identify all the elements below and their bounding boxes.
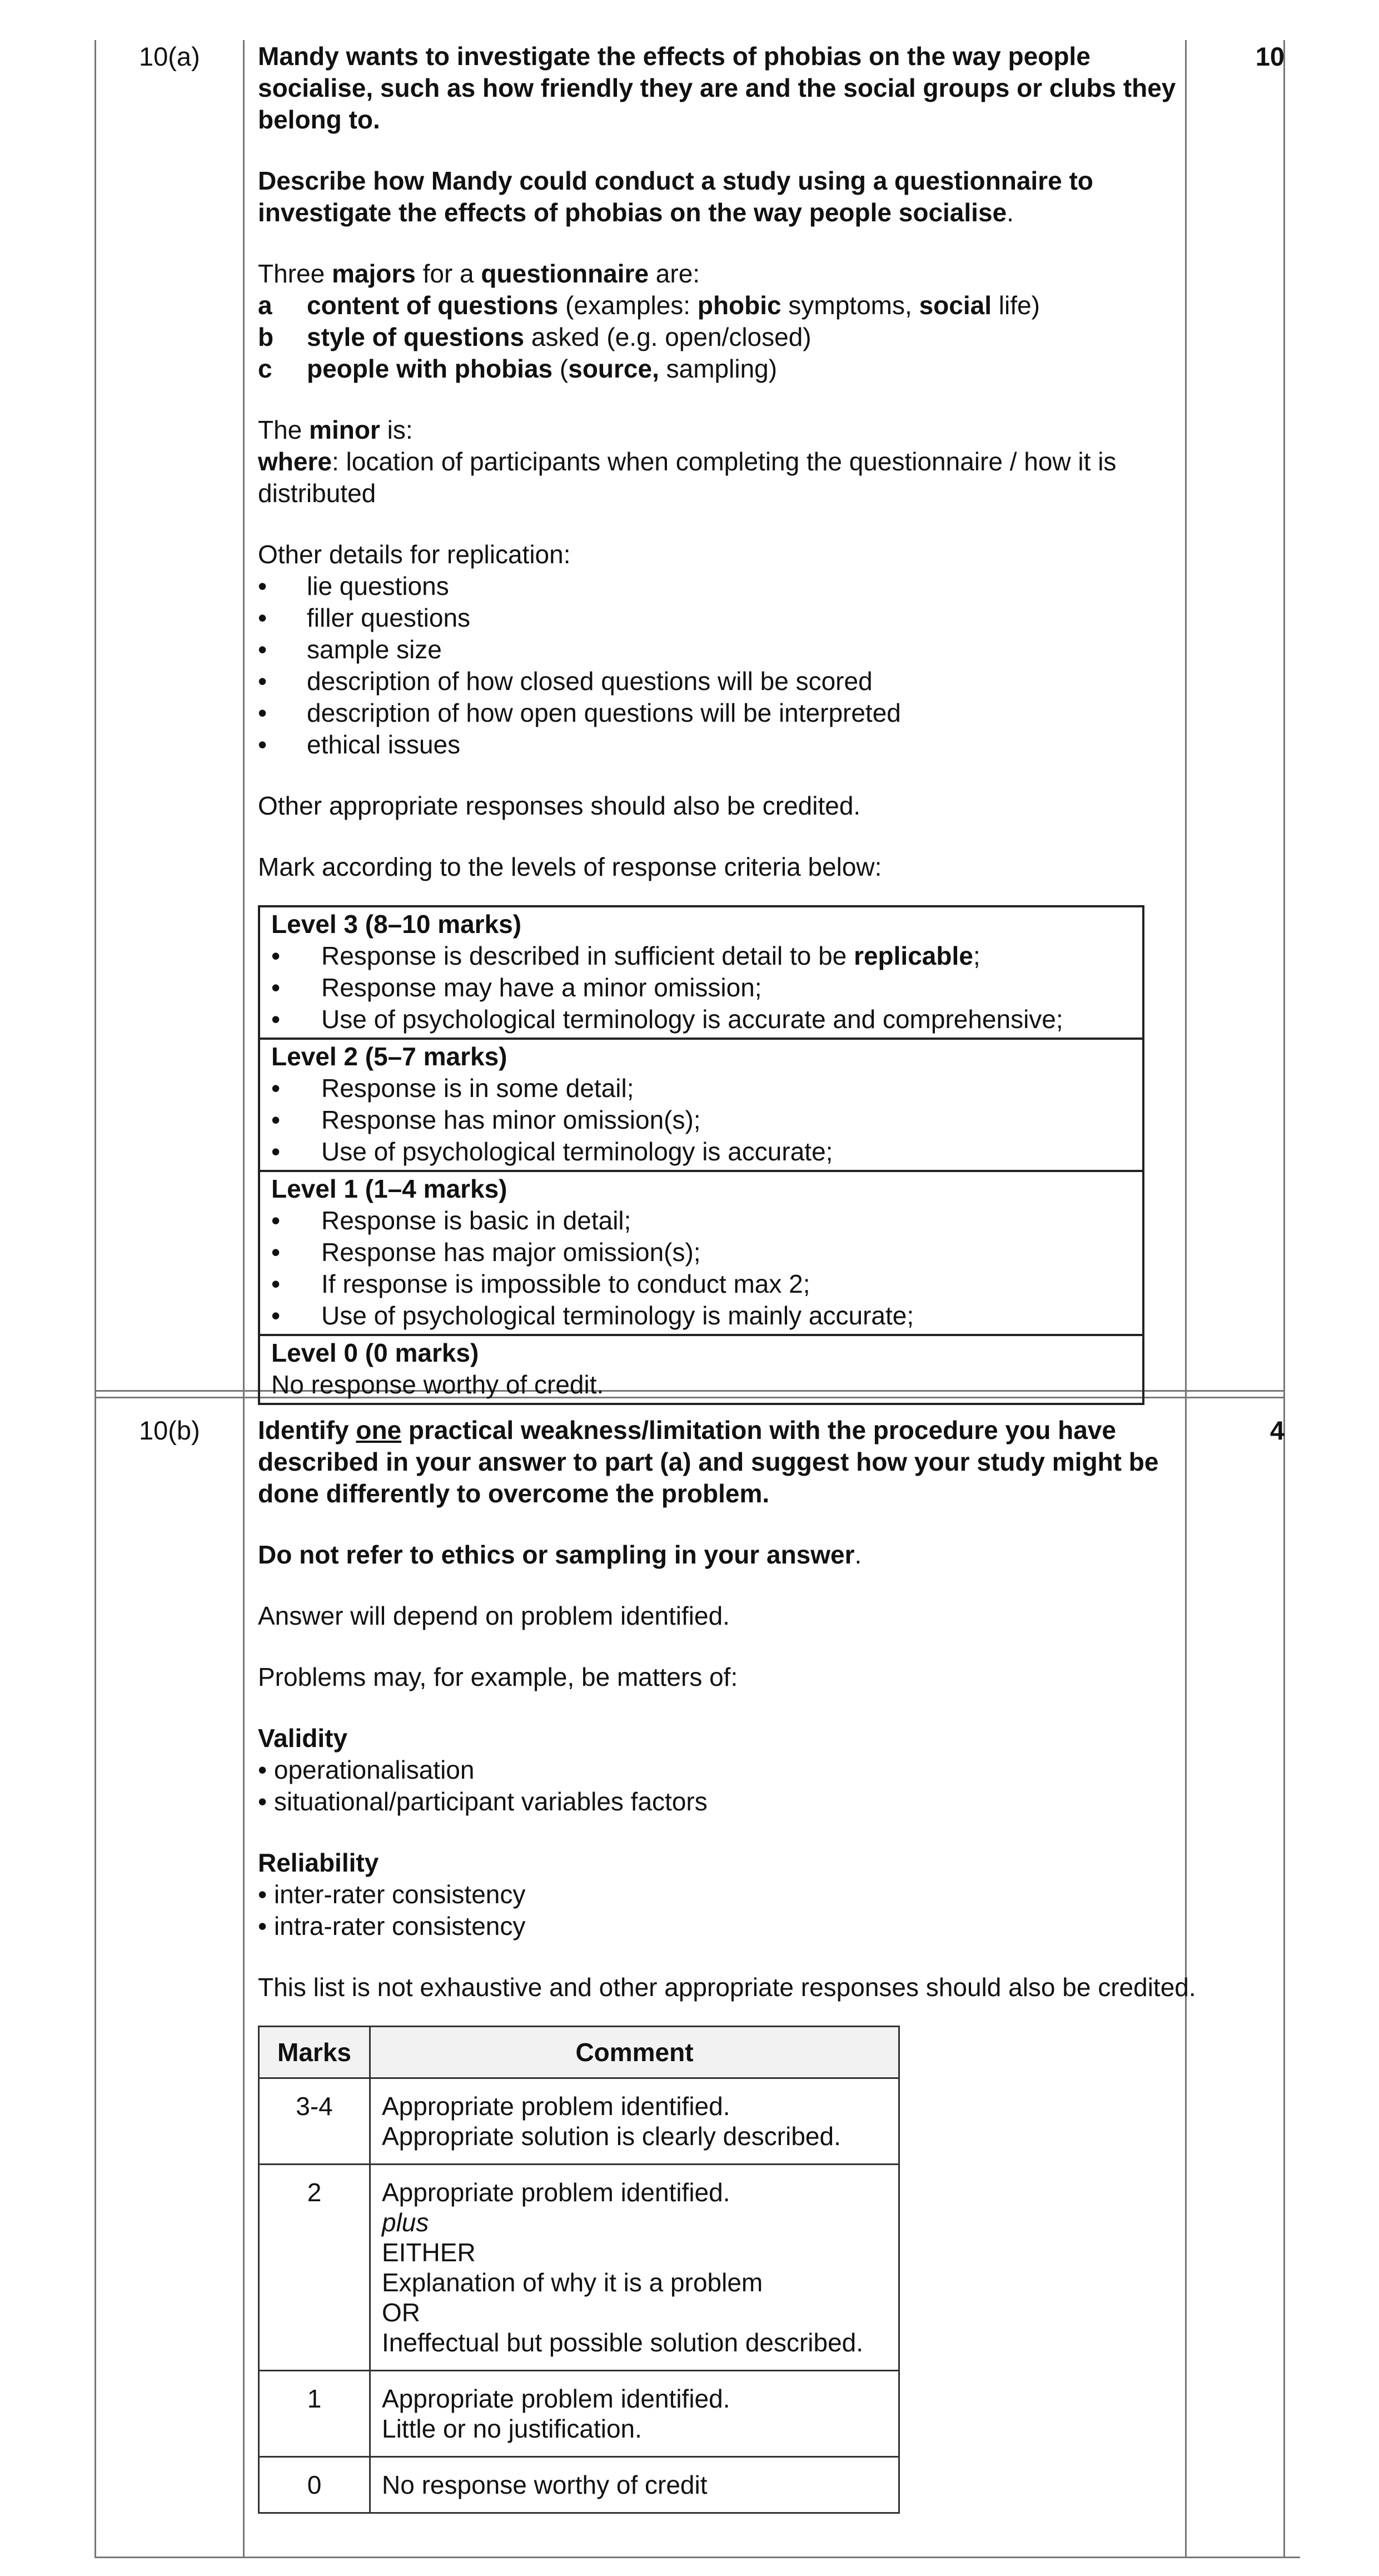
list-item bbox=[258, 634, 1197, 666]
level-0 bbox=[260, 1336, 1142, 1403]
question-marks-a: 10 bbox=[1255, 42, 1285, 71]
question-number-b: 10(b) bbox=[139, 1416, 200, 1445]
major-a-p1: (examples: bbox=[558, 291, 698, 320]
validity-item: • situational/participant variables factors bbox=[258, 1787, 708, 1816]
question-b-underline: one bbox=[356, 1416, 402, 1445]
level-criterion-text: Response has minor omission(s); bbox=[321, 1105, 701, 1134]
minor-bold: where bbox=[258, 447, 332, 476]
bullet-icon: • bbox=[271, 1137, 281, 1166]
list-item-text: description of how open questions will be interpreted bbox=[307, 698, 901, 727]
levels-of-response-box bbox=[258, 905, 1144, 1405]
comment-line: Appropriate solution is clearly described. bbox=[382, 2122, 841, 2151]
level-criterion-text: Response may have a minor omission; bbox=[321, 973, 762, 1002]
major-a-p2: phobic bbox=[697, 291, 781, 320]
minor-detail bbox=[258, 446, 1197, 509]
column-divider-content bbox=[243, 40, 245, 2558]
comment-line: No response worthy of credit bbox=[382, 2470, 708, 2499]
comment-line: Explanation of why it is a problem bbox=[382, 2268, 763, 2297]
list-item-text: ethical issues bbox=[307, 730, 461, 759]
bullet-icon: • bbox=[271, 1238, 281, 1267]
comment-cell bbox=[370, 2078, 899, 2165]
major-c-p3: sampling) bbox=[659, 354, 778, 383]
ethics-end: . bbox=[854, 1540, 862, 1569]
majors-intro-t1: Three bbox=[258, 259, 332, 288]
comment-line: EITHER bbox=[382, 2238, 476, 2267]
list-item bbox=[258, 666, 1197, 697]
level-3 bbox=[260, 907, 1142, 1040]
level-criterion-text: Response has major omission(s); bbox=[321, 1238, 701, 1267]
bullet-icon: • bbox=[258, 572, 267, 600]
level-criterion bbox=[271, 1004, 1131, 1035]
bullet-icon: • bbox=[271, 1269, 281, 1298]
question-task bbox=[258, 165, 1197, 229]
criterion-pre: Response is described in sufficient detail to be bbox=[321, 941, 854, 970]
question-marks-b: 4 bbox=[1270, 1416, 1285, 1445]
major-letter: b bbox=[258, 322, 274, 351]
frame-left-border bbox=[94, 40, 96, 2558]
comment-line: Appropriate problem identified. bbox=[382, 2092, 730, 2121]
major-letter: c bbox=[258, 354, 272, 383]
depends-note: Answer will depend on problem identified. bbox=[258, 1601, 730, 1630]
bullet-icon: • bbox=[258, 667, 267, 696]
major-item-c bbox=[258, 353, 1197, 385]
minor-intro bbox=[258, 414, 1197, 446]
list-item bbox=[258, 729, 1197, 761]
bullet-icon: • bbox=[258, 635, 267, 664]
majors-intro-t3: for a bbox=[415, 259, 481, 288]
majors-intro-t4: questionnaire bbox=[481, 259, 649, 288]
major-item-a bbox=[258, 290, 1197, 321]
level-1 bbox=[260, 1172, 1142, 1336]
major-a-p3: symptoms, bbox=[781, 291, 919, 320]
major-b-p0: style of questions bbox=[307, 322, 525, 351]
level-criterion-text: Use of psychological terminology is accurate; bbox=[321, 1137, 833, 1166]
major-letter: a bbox=[258, 291, 272, 320]
list-item-text: filler questions bbox=[307, 603, 471, 632]
level-criterion bbox=[271, 940, 1131, 972]
minor-intro-t2: minor bbox=[309, 415, 380, 444]
question-b-stem bbox=[258, 1414, 1197, 1510]
marks-table bbox=[258, 2026, 900, 2514]
question-b-p2: practical weakness/limitation with the procedure you have described in your answer to part (a) and suggest how your study might be done differently to overcome the problem. bbox=[258, 1416, 1159, 1508]
table-row bbox=[259, 2165, 899, 2371]
ethics-instruction bbox=[258, 1539, 1197, 1571]
bullet-icon: • bbox=[258, 698, 267, 727]
marks-cell: 2 bbox=[259, 2165, 370, 2371]
problems-intro: Problems may, for example, be matters of: bbox=[258, 1662, 738, 1691]
level-criterion bbox=[271, 1073, 1131, 1104]
level-criterion bbox=[271, 1300, 1131, 1332]
level-criterion-text: Use of psychological terminology is mainly accurate; bbox=[321, 1301, 914, 1330]
comment-line: Little or no justification. bbox=[382, 2414, 642, 2443]
comment-cell bbox=[370, 2165, 899, 2371]
question-task-end: . bbox=[1007, 198, 1014, 227]
comment-line: Appropriate problem identified. bbox=[382, 2384, 730, 2413]
bullet-icon: • bbox=[271, 1206, 281, 1235]
bullet-icon: • bbox=[271, 1301, 281, 1330]
marks-header: Marks bbox=[259, 2027, 370, 2078]
comment-line: OR bbox=[382, 2298, 420, 2327]
major-text bbox=[307, 321, 812, 353]
marks-cell: 0 bbox=[259, 2457, 370, 2513]
level-title: Level 1 (1–4 marks) bbox=[271, 1174, 507, 1203]
level-criterion-text: If response is impossible to conduct max 2; bbox=[321, 1269, 810, 1298]
list-item-text: description of how closed questions will be scored bbox=[307, 667, 873, 696]
bullet-icon: • bbox=[271, 973, 281, 1002]
major-a-p4: social bbox=[919, 291, 992, 320]
level-criterion-text: Response is in some detail; bbox=[321, 1074, 634, 1103]
list-item-text: lie questions bbox=[307, 572, 449, 600]
other-details-title: Other details for replication: bbox=[258, 540, 571, 569]
comment-line: Ineffectual but possible solution described. bbox=[382, 2328, 864, 2357]
list-note: This list is not exhaustive and other appropriate responses should also be credited. bbox=[258, 1973, 1196, 2002]
level-criterion bbox=[271, 972, 1131, 1004]
comment-line: Appropriate problem identified. bbox=[382, 2178, 730, 2207]
list-item bbox=[258, 602, 1197, 634]
major-a-p0: content of questions bbox=[307, 291, 559, 320]
reliability-item: • intra-rater consistency bbox=[258, 1912, 526, 1940]
list-item-text: sample size bbox=[307, 635, 442, 664]
criterion-post: ; bbox=[973, 941, 980, 970]
part-b-content bbox=[258, 1414, 1197, 2514]
level-criterion-text bbox=[321, 940, 980, 972]
comment-cell bbox=[370, 2371, 899, 2457]
table-row bbox=[259, 2371, 899, 2457]
minor-intro-t3: is: bbox=[380, 415, 413, 444]
bullet-icon: • bbox=[258, 730, 267, 759]
list-item bbox=[258, 697, 1197, 729]
other-details-list bbox=[258, 570, 1197, 761]
validity-title: Validity bbox=[258, 1724, 348, 1753]
level-criterion bbox=[271, 1237, 1131, 1268]
comment-cell bbox=[370, 2457, 899, 2513]
frame-bottom-border bbox=[94, 2557, 1300, 2558]
level-criterion bbox=[271, 1136, 1131, 1168]
majors-intro bbox=[258, 258, 1197, 290]
question-task-bold: Describe how Mandy could conduct a study using a questionnaire to investigate the effects of phobias on the way people socialise bbox=[258, 166, 1093, 227]
question-stem: Mandy wants to investigate the effects of phobias on the way people socialise, such as how friendly they are and the social groups or clubs they belong to. bbox=[258, 42, 1176, 134]
majors-list bbox=[258, 290, 1197, 385]
table-row bbox=[259, 2457, 899, 2513]
ethics-bold: Do not refer to ethics or sampling in your answer bbox=[258, 1540, 855, 1569]
mark-note: Mark according to the levels of response criteria below: bbox=[258, 852, 882, 881]
major-item-b bbox=[258, 321, 1197, 353]
table-row bbox=[259, 2078, 899, 2165]
bullet-icon: • bbox=[271, 1074, 281, 1103]
comment-line: plus bbox=[382, 2208, 429, 2237]
level-criterion-text: Use of psychological terminology is accurate and comprehensive; bbox=[321, 1005, 1063, 1034]
question-b-p1: Identify bbox=[258, 1416, 356, 1445]
marks-cell: 1 bbox=[259, 2371, 370, 2457]
major-c-p1: ( bbox=[552, 354, 569, 383]
list-item bbox=[258, 570, 1197, 602]
frame-right-border bbox=[1283, 40, 1285, 2558]
reliability-title: Reliability bbox=[258, 1848, 379, 1877]
bullet-icon: • bbox=[271, 1105, 281, 1134]
level-title: Level 3 (8–10 marks) bbox=[271, 910, 522, 939]
question-number-a: 10(a) bbox=[139, 42, 200, 71]
majors-intro-t2: majors bbox=[331, 259, 416, 288]
level-title: Level 0 (0 marks) bbox=[271, 1338, 479, 1367]
bullet-icon: • bbox=[271, 941, 281, 970]
level-criterion bbox=[271, 1104, 1131, 1136]
majors-intro-t5: are: bbox=[649, 259, 700, 288]
comment-header: Comment bbox=[370, 2027, 899, 2078]
level-2 bbox=[260, 1040, 1142, 1172]
credit-note: Other appropriate responses should also be credited. bbox=[258, 791, 861, 820]
level-0-text: No response worthy of credit. bbox=[271, 1370, 604, 1399]
major-a-p5: life) bbox=[991, 291, 1040, 320]
bullet-icon: • bbox=[271, 1005, 281, 1034]
part-a-content bbox=[258, 41, 1197, 1405]
bullet-icon: • bbox=[258, 603, 267, 632]
level-criterion bbox=[271, 1268, 1131, 1300]
major-c-p0: people with phobias bbox=[307, 354, 553, 383]
level-criterion-text: Response is basic in detail; bbox=[321, 1206, 631, 1235]
validity-item: • operationalisation bbox=[258, 1755, 475, 1784]
minor-text: : location of participants when completing the questionnaire / how it is distributed bbox=[258, 447, 1117, 508]
level-title: Level 2 (5–7 marks) bbox=[271, 1042, 507, 1071]
marks-cell: 3-4 bbox=[259, 2078, 370, 2165]
major-b-p1: asked (e.g. open/closed) bbox=[524, 322, 812, 351]
level-criterion bbox=[271, 1205, 1131, 1237]
major-text bbox=[307, 353, 777, 385]
criterion-bold: replicable bbox=[854, 941, 973, 970]
table-header-row bbox=[259, 2027, 899, 2078]
major-c-p2: source, bbox=[568, 354, 659, 383]
reliability-item: • inter-rater consistency bbox=[258, 1880, 526, 1909]
major-text bbox=[307, 290, 1040, 321]
minor-intro-t1: The bbox=[258, 415, 310, 444]
